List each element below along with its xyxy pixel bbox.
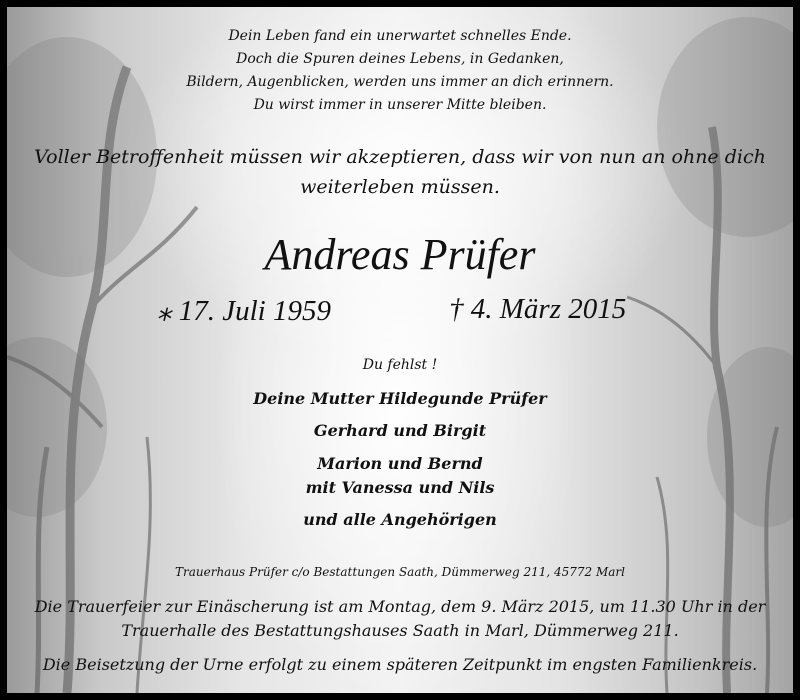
mourner-line-5: und alle Angehörigen <box>303 510 497 529</box>
mourner-line-3: Marion und Bernd <box>317 454 483 473</box>
verse-line-4: Du wirst immer in unserer Mitte bleiben. <box>253 97 547 113</box>
mourner-line-2: Gerhard und Birgit <box>313 421 487 440</box>
ceremony-line-2: Trauerhalle des Bestattungshauses Saath in Marl, Dümmerweg 211. <box>121 621 679 640</box>
deceased-name: Andreas Prüfer <box>264 230 536 279</box>
mourner-line-1: Deine Mutter Hildegunde Prüfer <box>253 389 547 408</box>
mourning-house-address: Trauerhaus Prüfer c/o Bestattungen Saath, Dümmerweg 211, 45772 Marl <box>174 565 626 579</box>
birth-date: ⁎ 17. Juli 1959 <box>157 295 331 327</box>
intro-line-1: Voller Betroffenheit müssen wir akzeptieren, dass wir von nun an ohne dich <box>34 146 766 168</box>
verse-line-2: Doch die Spuren deines Lebens, in Gedanken, <box>236 51 564 67</box>
death-date: † 4. März 2015 <box>449 293 627 325</box>
ceremony-line-1: Die Trauerfeier zur Einäscherung ist am Montag, dem 9. März 2015, um 11.30 Uhr in der <box>34 597 766 616</box>
intro-line-2: weiterleben müssen. <box>300 176 500 198</box>
verse-line-1: Dein Leben fand ein unerwartet schnelles Ende. <box>228 28 572 44</box>
farewell-line: Du fehlst ! <box>362 357 438 373</box>
verse-line-3: Bildern, Augenblicken, werden uns immer an dich erinnern. <box>186 74 614 90</box>
mourner-line-4: mit Vanessa und Nils <box>305 478 495 497</box>
burial-note: Die Beisetzung der Urne erfolgt zu einem späteren Zeitpunkt im engsten Familienkreis. <box>42 655 758 674</box>
obituary-card <box>7 7 793 693</box>
